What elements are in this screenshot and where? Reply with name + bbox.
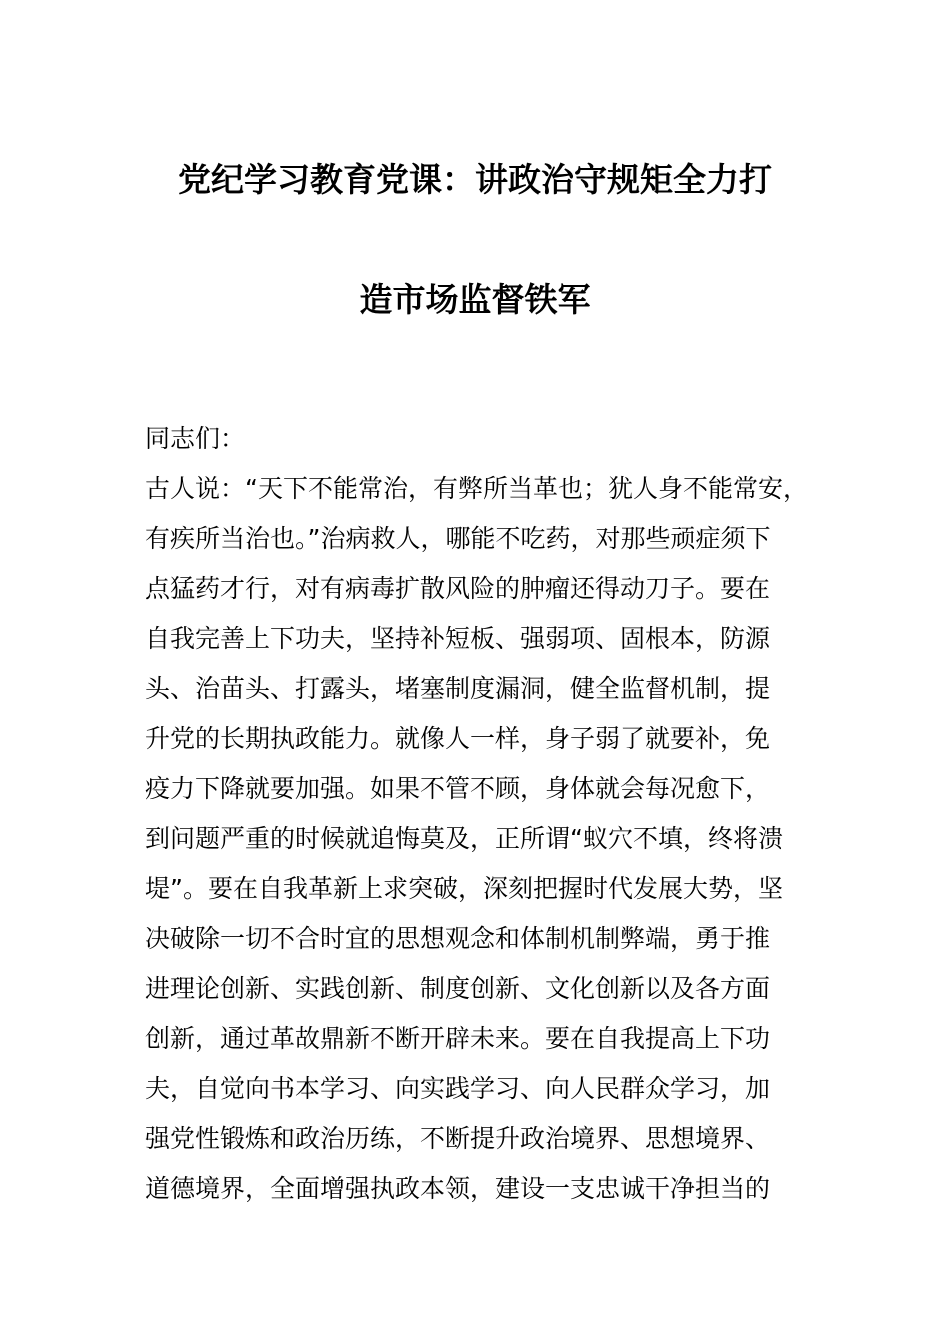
paragraph-line: 夫，自觉向书本学习、向实践学习、向人民群众学习，加 — [145, 1074, 771, 1103]
body-paragraph — [145, 464, 845, 1214]
paragraph-line: 堤”。要在自我革新上求突破，深刻把握时代发展大势，坚 — [145, 874, 783, 903]
paragraph-line: 疫力下降就要加强。如果不管不顾，身体就会每况愈下， — [145, 774, 771, 803]
paragraph-line: 道德境界，全面增强执政本领，建设一支忠诚干净担当的 — [145, 1174, 771, 1203]
paragraph-line: 强党性锻炼和政治历练，不断提升政治境界、思想境界、 — [145, 1124, 771, 1153]
paragraph-line: 进理论创新、实践创新、制度创新、文化创新以及各方面 — [145, 974, 771, 1003]
salutation: 同志们： — [145, 424, 246, 453]
paragraph-line: 自我完善上下功夫，坚持补短板、强弱项、固根本，防源 — [145, 624, 771, 653]
paragraph-line: 点猛药才行，对有病毒扩散风险的肿瘤还得动刀子。要在 — [145, 574, 771, 603]
document-title-line-2: 造市场监督铁军 — [359, 280, 591, 319]
document-title-line-1: 党纪学习教育党课：讲政治守规矩全力打 — [178, 160, 772, 199]
paragraph-line: 升党的长期执政能力。就像人一样，身子弱了就要补，免 — [145, 724, 771, 753]
paragraph-line: 创新，通过革故鼎新不断开辟未来。要在自我提高上下功 — [145, 1024, 771, 1053]
paragraph-line: 到问题严重的时候就追悔莫及，正所谓“蚁穴不填，终将溃 — [145, 824, 783, 853]
paragraph-line: 头、治苗头、打露头，堵塞制度漏洞，健全监督机制，提 — [145, 674, 771, 703]
paragraph-line: 决破除一切不合时宜的思想观念和体制机制弊端，勇于推 — [145, 924, 771, 953]
paragraph-line: 古人说：“天下不能常治，有弊所当革也；犹人身不能常安， — [145, 474, 808, 503]
paragraph-line: 有疾所当治也。”治病救人，哪能不吃药，对那些顽症须下 — [145, 524, 771, 553]
